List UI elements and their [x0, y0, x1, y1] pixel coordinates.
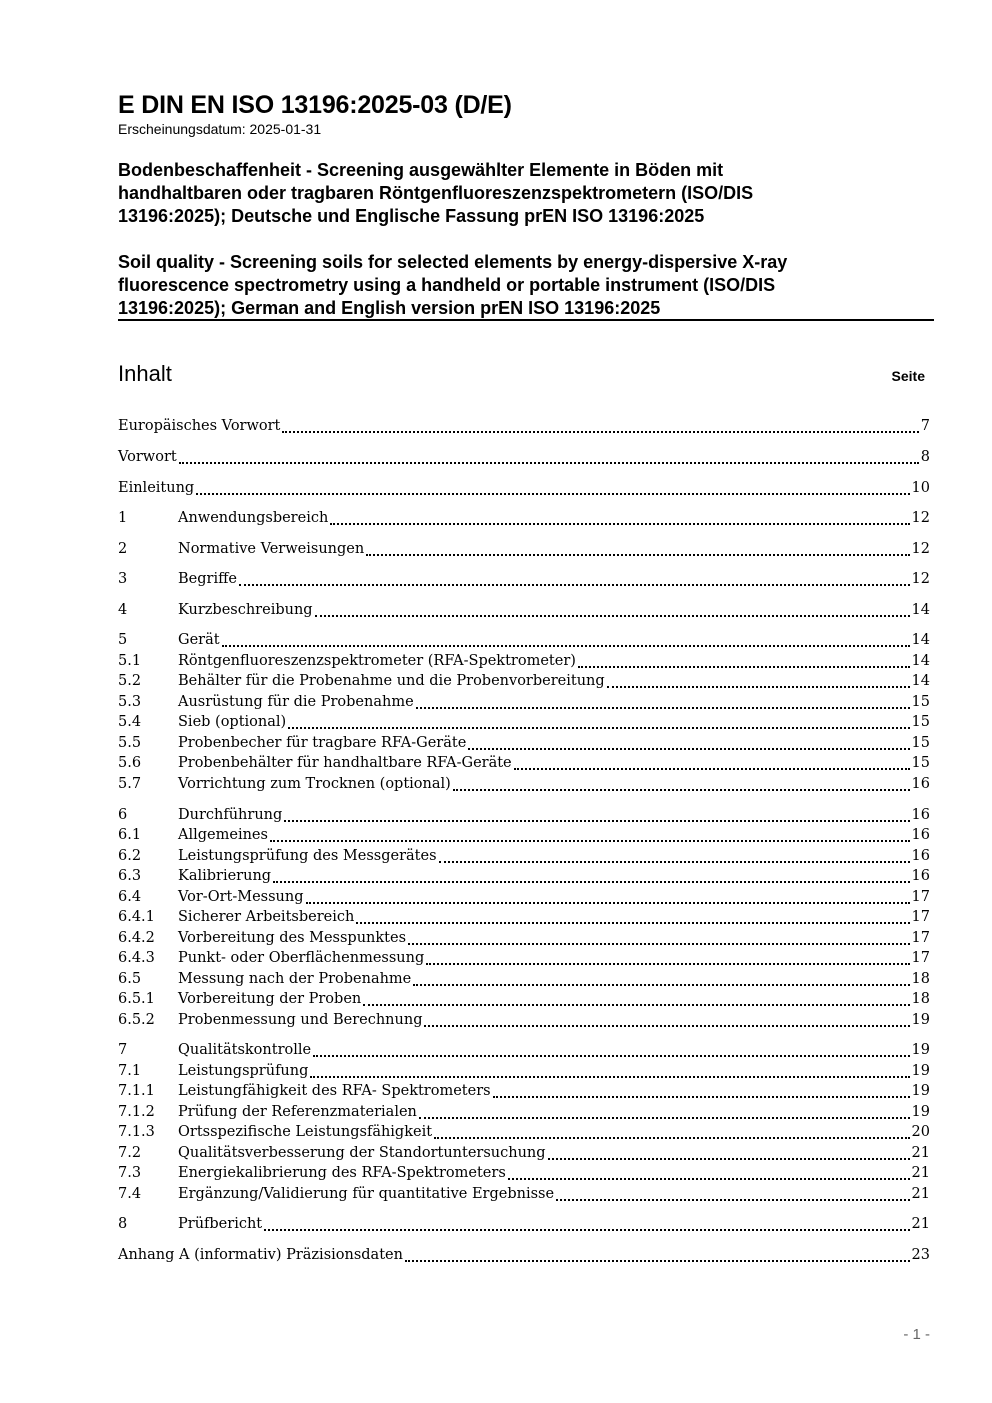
toc-entry[interactable] [118, 928, 930, 949]
toc-dot-leader [179, 462, 919, 464]
toc-dot-leader [196, 493, 909, 495]
toc-entry[interactable] [118, 1245, 930, 1266]
toc-entry-number: 7.1 [118, 1063, 142, 1079]
toc-entry[interactable] [118, 1010, 930, 1031]
toc-entry-title: Punkt- oder Oberflächenmessung [178, 950, 425, 966]
toc-entry-page: 15 [911, 714, 930, 730]
toc-entry-page: 17 [911, 889, 930, 905]
publication-date: Erscheinungsdatum: 2025-01-31 [118, 121, 322, 137]
toc-entry-page: 18 [911, 971, 930, 987]
toc-dot-leader [493, 1096, 910, 1098]
toc-dot-leader [363, 1004, 909, 1006]
toc-entry-title: Vor-Ort-Messung [178, 889, 304, 905]
toc-entry-page: 21 [911, 1186, 930, 1202]
toc-entry-title: Probenbehälter für handhaltbare RFA-Geräte [178, 755, 512, 771]
title-english [118, 251, 918, 320]
toc-entry-number: 6.4 [118, 889, 142, 905]
toc-dot-leader [607, 686, 910, 688]
document-id: E DIN EN ISO 13196:2025-03 (D/E) [118, 91, 512, 119]
toc-entry-number: 7.1.1 [118, 1083, 155, 1099]
toc-entry-page: 16 [911, 827, 930, 843]
toc-entry-title: Ergänzung/Validierung für quantitative Ergebnisse [178, 1186, 555, 1202]
toc-dot-leader [548, 1158, 910, 1160]
title-english-line: 13196:2025); German and English version prEN ISO 13196:2025 [118, 298, 661, 318]
toc-entry-page: 14 [911, 673, 930, 689]
toc-heading: Inhalt [118, 361, 172, 386]
toc-entry-title: Vorbereitung der Proben [178, 991, 362, 1007]
toc-dot-leader [405, 1260, 910, 1262]
toc-entry[interactable] [118, 1081, 930, 1102]
toc-entry-title: Messung nach der Probenahme [178, 971, 412, 987]
toc-entry-page: 7 [920, 418, 930, 434]
toc-dot-leader [416, 707, 910, 709]
toc-entry-page: 16 [911, 776, 930, 792]
toc-entry-title: Leistungsprüfung des Messgerätes [178, 848, 437, 864]
toc-entry-title: Ausrüstung für die Probenahme [178, 694, 414, 710]
toc-dot-leader [419, 1117, 910, 1119]
toc-entry-number: 8 [118, 1216, 128, 1232]
toc-entry-title: Prüfbericht [178, 1216, 263, 1232]
toc-entry[interactable] [118, 774, 930, 795]
toc-entry-title: Allgemeines [178, 827, 268, 843]
toc-entry[interactable] [118, 478, 930, 499]
toc-entry-page: 14 [911, 632, 930, 648]
toc-dot-leader [356, 922, 909, 924]
toc-entry-page: 17 [911, 909, 930, 925]
toc-entry[interactable] [118, 539, 930, 560]
toc-entry-number: 7 [118, 1042, 128, 1058]
toc-entry[interactable] [118, 671, 930, 692]
toc-entry-title: Qualitätskontrolle [178, 1042, 312, 1058]
toc-entry[interactable] [118, 1061, 930, 1082]
toc-entry-title: Vorwort [118, 449, 177, 465]
toc-dot-leader [434, 1137, 909, 1139]
toc-entry-page: 10 [911, 480, 930, 496]
toc-dot-leader [288, 727, 909, 729]
toc-entry-page: 15 [911, 694, 930, 710]
toc-entry[interactable] [118, 1122, 930, 1143]
toc-entry-number: 7.4 [118, 1186, 142, 1202]
toc-entry[interactable] [118, 651, 930, 672]
toc-entry-number: 5.4 [118, 714, 142, 730]
toc-entry-number: 6.1 [118, 827, 142, 843]
toc-entry-page: 16 [911, 848, 930, 864]
toc-entry-number: 6.2 [118, 848, 142, 864]
toc-entry-number: 6.4.1 [118, 909, 155, 925]
toc-entry-page: 17 [911, 950, 930, 966]
toc-entry[interactable] [118, 600, 930, 621]
toc-dot-leader [222, 645, 910, 647]
toc-entry[interactable] [118, 989, 930, 1010]
toc-entry-title: Europäisches Vorwort [118, 418, 281, 434]
toc-entry-page: 15 [911, 735, 930, 751]
toc-entry-title: Leistungsprüfung [178, 1063, 309, 1079]
toc-entry-page: 21 [911, 1145, 930, 1161]
toc-entry-page: 19 [911, 1042, 930, 1058]
toc-entry-number: 5.5 [118, 735, 142, 751]
toc-entry-title: Begriffe [178, 571, 237, 587]
toc-entry-page: 23 [911, 1247, 930, 1263]
toc-entry[interactable] [118, 907, 930, 928]
toc-entry-page: 19 [911, 1012, 930, 1028]
toc-entry-number: 6.4.3 [118, 950, 155, 966]
title-german [118, 159, 918, 228]
toc-entry-page: 17 [911, 930, 930, 946]
toc-entry-number: 5.1 [118, 653, 142, 669]
toc-dot-leader [239, 584, 910, 586]
toc-entry-number: 4 [118, 602, 128, 618]
toc-entry-title: Sicherer Arbeitsbereich [178, 909, 355, 925]
toc-dot-leader [330, 523, 909, 525]
toc-entry-number: 5.2 [118, 673, 142, 689]
toc-entry-title: Qualitätsverbesserung der Standortuntersuchung [178, 1145, 546, 1161]
toc-entry-number: 6.5 [118, 971, 142, 987]
toc-dot-leader [468, 748, 909, 750]
toc-entry-title: Einleitung [118, 480, 195, 496]
toc-entry-number: 5.7 [118, 776, 142, 792]
toc-entry-page: 18 [911, 991, 930, 1007]
toc-dot-leader [453, 789, 910, 791]
title-english-line: fluorescence spectrometry using a handheld or portable instrument (ISO/DIS [118, 275, 776, 295]
toc-dot-leader [439, 861, 910, 863]
toc-entry-title: Gerät [178, 632, 220, 648]
toc-dot-leader [270, 840, 910, 842]
toc-entry-number: 5 [118, 632, 128, 648]
toc-dot-leader [413, 984, 909, 986]
toc-entry-title: Ortsspezifische Leistungsfähigkeit [178, 1124, 433, 1140]
toc-dot-leader [282, 431, 918, 433]
title-german-line: 13196:2025); Deutsche und Englische Fassung prEN ISO 13196:2025 [118, 206, 705, 226]
toc-entry-number: 6.5.2 [118, 1012, 155, 1028]
toc-dot-leader [310, 1076, 909, 1078]
toc-entry[interactable] [118, 508, 930, 529]
toc-dot-leader [264, 1229, 909, 1231]
title-divider [118, 319, 934, 321]
toc-dot-leader [508, 1178, 910, 1180]
toc-entry-page: 12 [911, 541, 930, 557]
toc-entry-number: 7.2 [118, 1145, 142, 1161]
toc-entry-title: Normative Verweisungen [178, 541, 365, 557]
toc-entry[interactable] [118, 1102, 930, 1123]
toc-entry[interactable] [118, 712, 930, 733]
toc-dot-leader [556, 1199, 909, 1201]
toc-entry-title: Leistungfähigkeit des RFA- Spektrometers [178, 1083, 491, 1099]
toc-entry-title: Probenbecher für tragbare RFA-Geräte [178, 735, 467, 751]
toc-dot-leader [306, 902, 910, 904]
toc-entry-page: 15 [911, 755, 930, 771]
toc-entry-number: 7.1.3 [118, 1124, 155, 1140]
toc-entry-title: Anhang A (informativ) Präzisionsdaten [118, 1247, 403, 1263]
toc-entry-page: 21 [911, 1216, 930, 1232]
toc-entry-title: Durchführung [178, 807, 283, 823]
toc-entry-page: 14 [911, 602, 930, 618]
toc-entry-title: Vorbereitung des Messpunktes [178, 930, 407, 946]
toc-entry-number: 7.1.2 [118, 1104, 155, 1120]
toc-entry-number: 1 [118, 510, 128, 526]
toc-entry[interactable] [118, 948, 930, 969]
toc-entry-title: Probenmessung und Berechnung [178, 1012, 423, 1028]
toc-entry[interactable] [118, 692, 930, 713]
toc-entry-title: Sieb (optional) [178, 714, 287, 730]
toc-entry-title: Behälter für die Probenahme und die Probenvorbereitung [178, 673, 605, 689]
toc-entry-number: 5.6 [118, 755, 142, 771]
toc-entry-page: 12 [911, 571, 930, 587]
toc-entry[interactable] [118, 1143, 930, 1164]
toc-entry-page: 8 [920, 449, 930, 465]
toc-entry[interactable] [118, 1040, 930, 1061]
toc-page-column-label: Seite [891, 368, 925, 384]
toc-entry[interactable] [118, 447, 930, 468]
toc-entry-number: 5.3 [118, 694, 142, 710]
toc-entry-page: 16 [911, 807, 930, 823]
toc-entry-page: 21 [911, 1165, 930, 1181]
toc-entry[interactable] [118, 1184, 930, 1205]
toc-dot-leader [408, 943, 910, 945]
toc-entry-page: 19 [911, 1104, 930, 1120]
toc-entry-page: 12 [911, 510, 930, 526]
toc-entry-page: 14 [911, 653, 930, 669]
toc-entry[interactable] [118, 805, 930, 826]
toc-entry[interactable] [118, 846, 930, 867]
toc-dot-leader [424, 1025, 909, 1027]
toc-dot-leader [514, 768, 910, 770]
toc-entry-number: 3 [118, 571, 128, 587]
toc-entry[interactable] [118, 969, 930, 990]
toc-entry-title: Energiekalibrierung des RFA-Spektrometers [178, 1165, 506, 1181]
toc-entry-page: 19 [911, 1063, 930, 1079]
toc-entry[interactable] [118, 825, 930, 846]
toc-entry-number: 6 [118, 807, 128, 823]
toc-dot-leader [273, 881, 909, 883]
title-english-line: Soil quality - Screening soils for selected elements by energy-dispersive X-ray [118, 252, 788, 272]
toc-entry-number: 6.4.2 [118, 930, 155, 946]
toc-entry-page: 16 [911, 868, 930, 884]
toc-entry-title: Vorrichtung zum Trocknen (optional) [178, 776, 451, 792]
toc-entry[interactable] [118, 1163, 930, 1184]
toc-dot-leader [426, 963, 909, 965]
toc-entry-page: 19 [911, 1083, 930, 1099]
toc-entry[interactable] [118, 733, 930, 754]
toc-dot-leader [366, 554, 909, 556]
toc-entry[interactable] [118, 866, 930, 887]
toc-entry-title: Prüfung der Referenzmaterialen [178, 1104, 417, 1120]
toc-entry[interactable] [118, 887, 930, 908]
toc-entry[interactable] [118, 753, 930, 774]
toc-dot-leader [578, 666, 910, 668]
toc-entry-title: Kalibrierung [178, 868, 272, 884]
toc-entry[interactable] [118, 416, 930, 437]
toc-dot-leader [315, 615, 910, 617]
toc-entry-title: Kurzbeschreibung [178, 602, 313, 618]
toc-entry-number: 6.5.1 [118, 991, 155, 1007]
toc-entry[interactable] [118, 1214, 930, 1235]
toc-entry-number: 7.3 [118, 1165, 142, 1181]
toc-entry[interactable] [118, 630, 930, 651]
title-german-line: Bodenbeschaffenheit - Screening ausgewählter Elemente in Böden mit [118, 160, 724, 180]
toc-entry-page: 20 [911, 1124, 930, 1140]
toc-dot-leader [284, 820, 909, 822]
toc-entry[interactable] [118, 569, 930, 590]
toc-dot-leader [313, 1055, 909, 1057]
title-german-line: handhaltbaren oder tragbaren Röntgenfluoreszenzspektrometern (ISO/DIS [118, 183, 754, 203]
toc-entry-number: 6.3 [118, 868, 142, 884]
page-number: - 1 - [903, 1326, 930, 1343]
toc-entry-title: Anwendungsbereich [178, 510, 329, 526]
toc-entry-number: 2 [118, 541, 128, 557]
toc-entry-title: Röntgenfluoreszenzspektrometer (RFA-Spektrometer) [178, 653, 576, 669]
